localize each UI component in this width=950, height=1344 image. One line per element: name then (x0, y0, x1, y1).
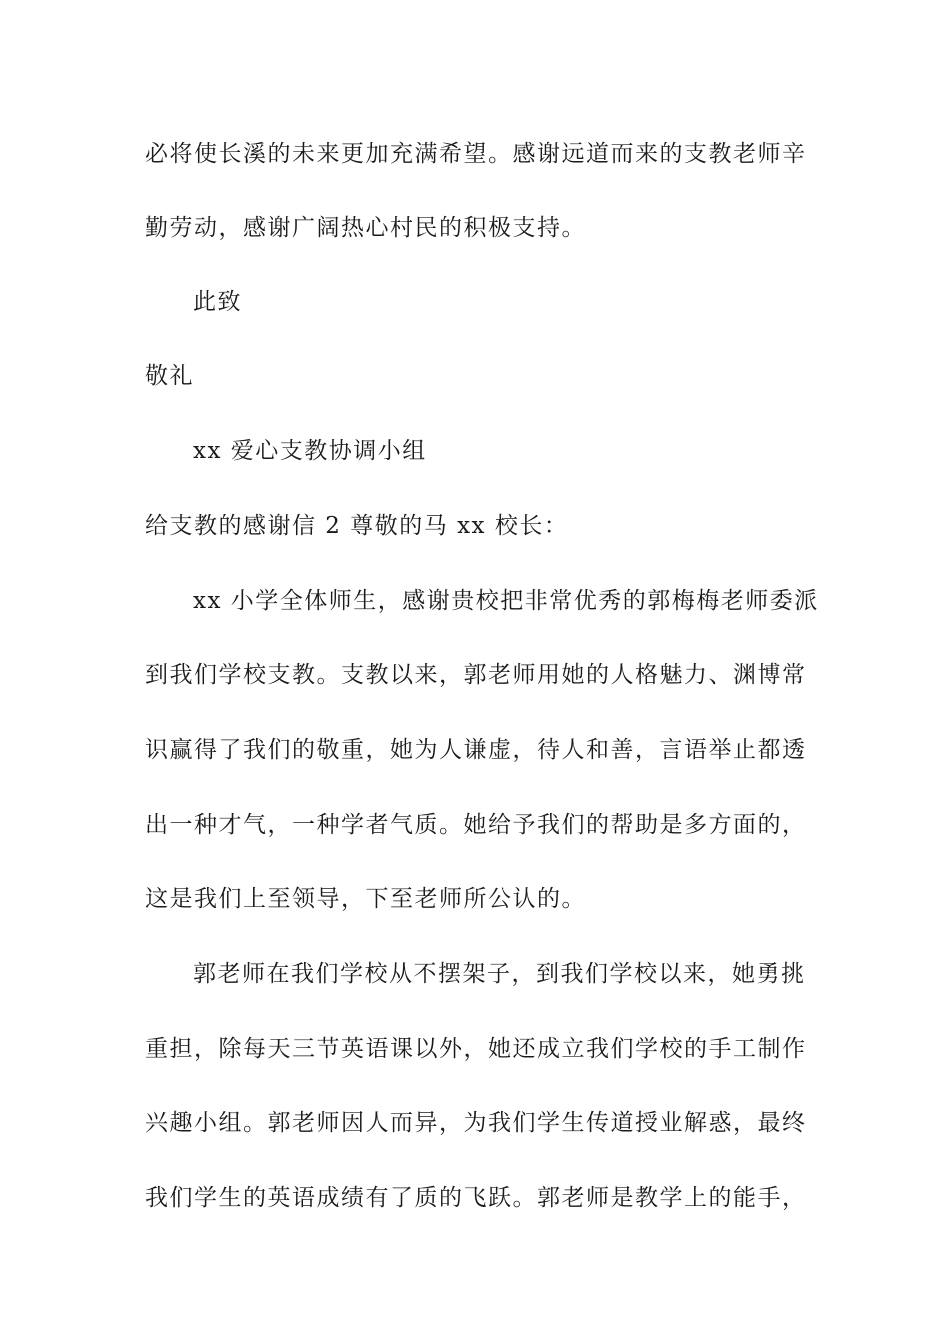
paragraph-line: 出一种才气，一种学者气质。她给予我们的帮助是多方面的， (145, 812, 807, 838)
letter-heading-line: 给支教的感谢信 2 尊敬的马 xx 校长： (145, 513, 569, 539)
paragraph-line: 郭老师在我们学校从不摆架子，到我们学校以来，她勇挑 (193, 961, 806, 987)
paragraph-line: 勤劳动，感谢广阔热心村民的积极支持。 (145, 215, 586, 241)
paragraph-line: 识赢得了我们的敬重，她为人谦虚，待人和善，言语举止都透 (145, 737, 807, 763)
paragraph-line: 到我们学校支教。支教以来，郭老师用她的人格魅力、渊博常 (145, 662, 807, 688)
paragraph-line: xx 小学全体师生，感谢贵校把非常优秀的郭梅梅老师委派 (193, 588, 819, 614)
paragraph-line: 重担，除每天三节英语课以外，她还成立我们学校的手工制作 (145, 1036, 807, 1062)
paragraph-line: 兴趣小组。郭老师因人而异，为我们学生传道授业解惑，最终 (145, 1110, 807, 1136)
signature-line: xx 爱心支教协调小组 (193, 438, 427, 464)
paragraph-line: 我们学生的英语成绩有了质的飞跃。郭老师是教学上的能手， (145, 1185, 807, 1211)
closing-regards: 敬礼 (145, 363, 194, 389)
paragraph-line: 这是我们上至领导，下至老师所公认的。 (145, 886, 586, 912)
paragraph-line: 必将使长溪的未来更加充满希望。感谢远道而来的支教老师辛 (145, 141, 807, 167)
closing-salutation: 此致 (193, 289, 242, 315)
